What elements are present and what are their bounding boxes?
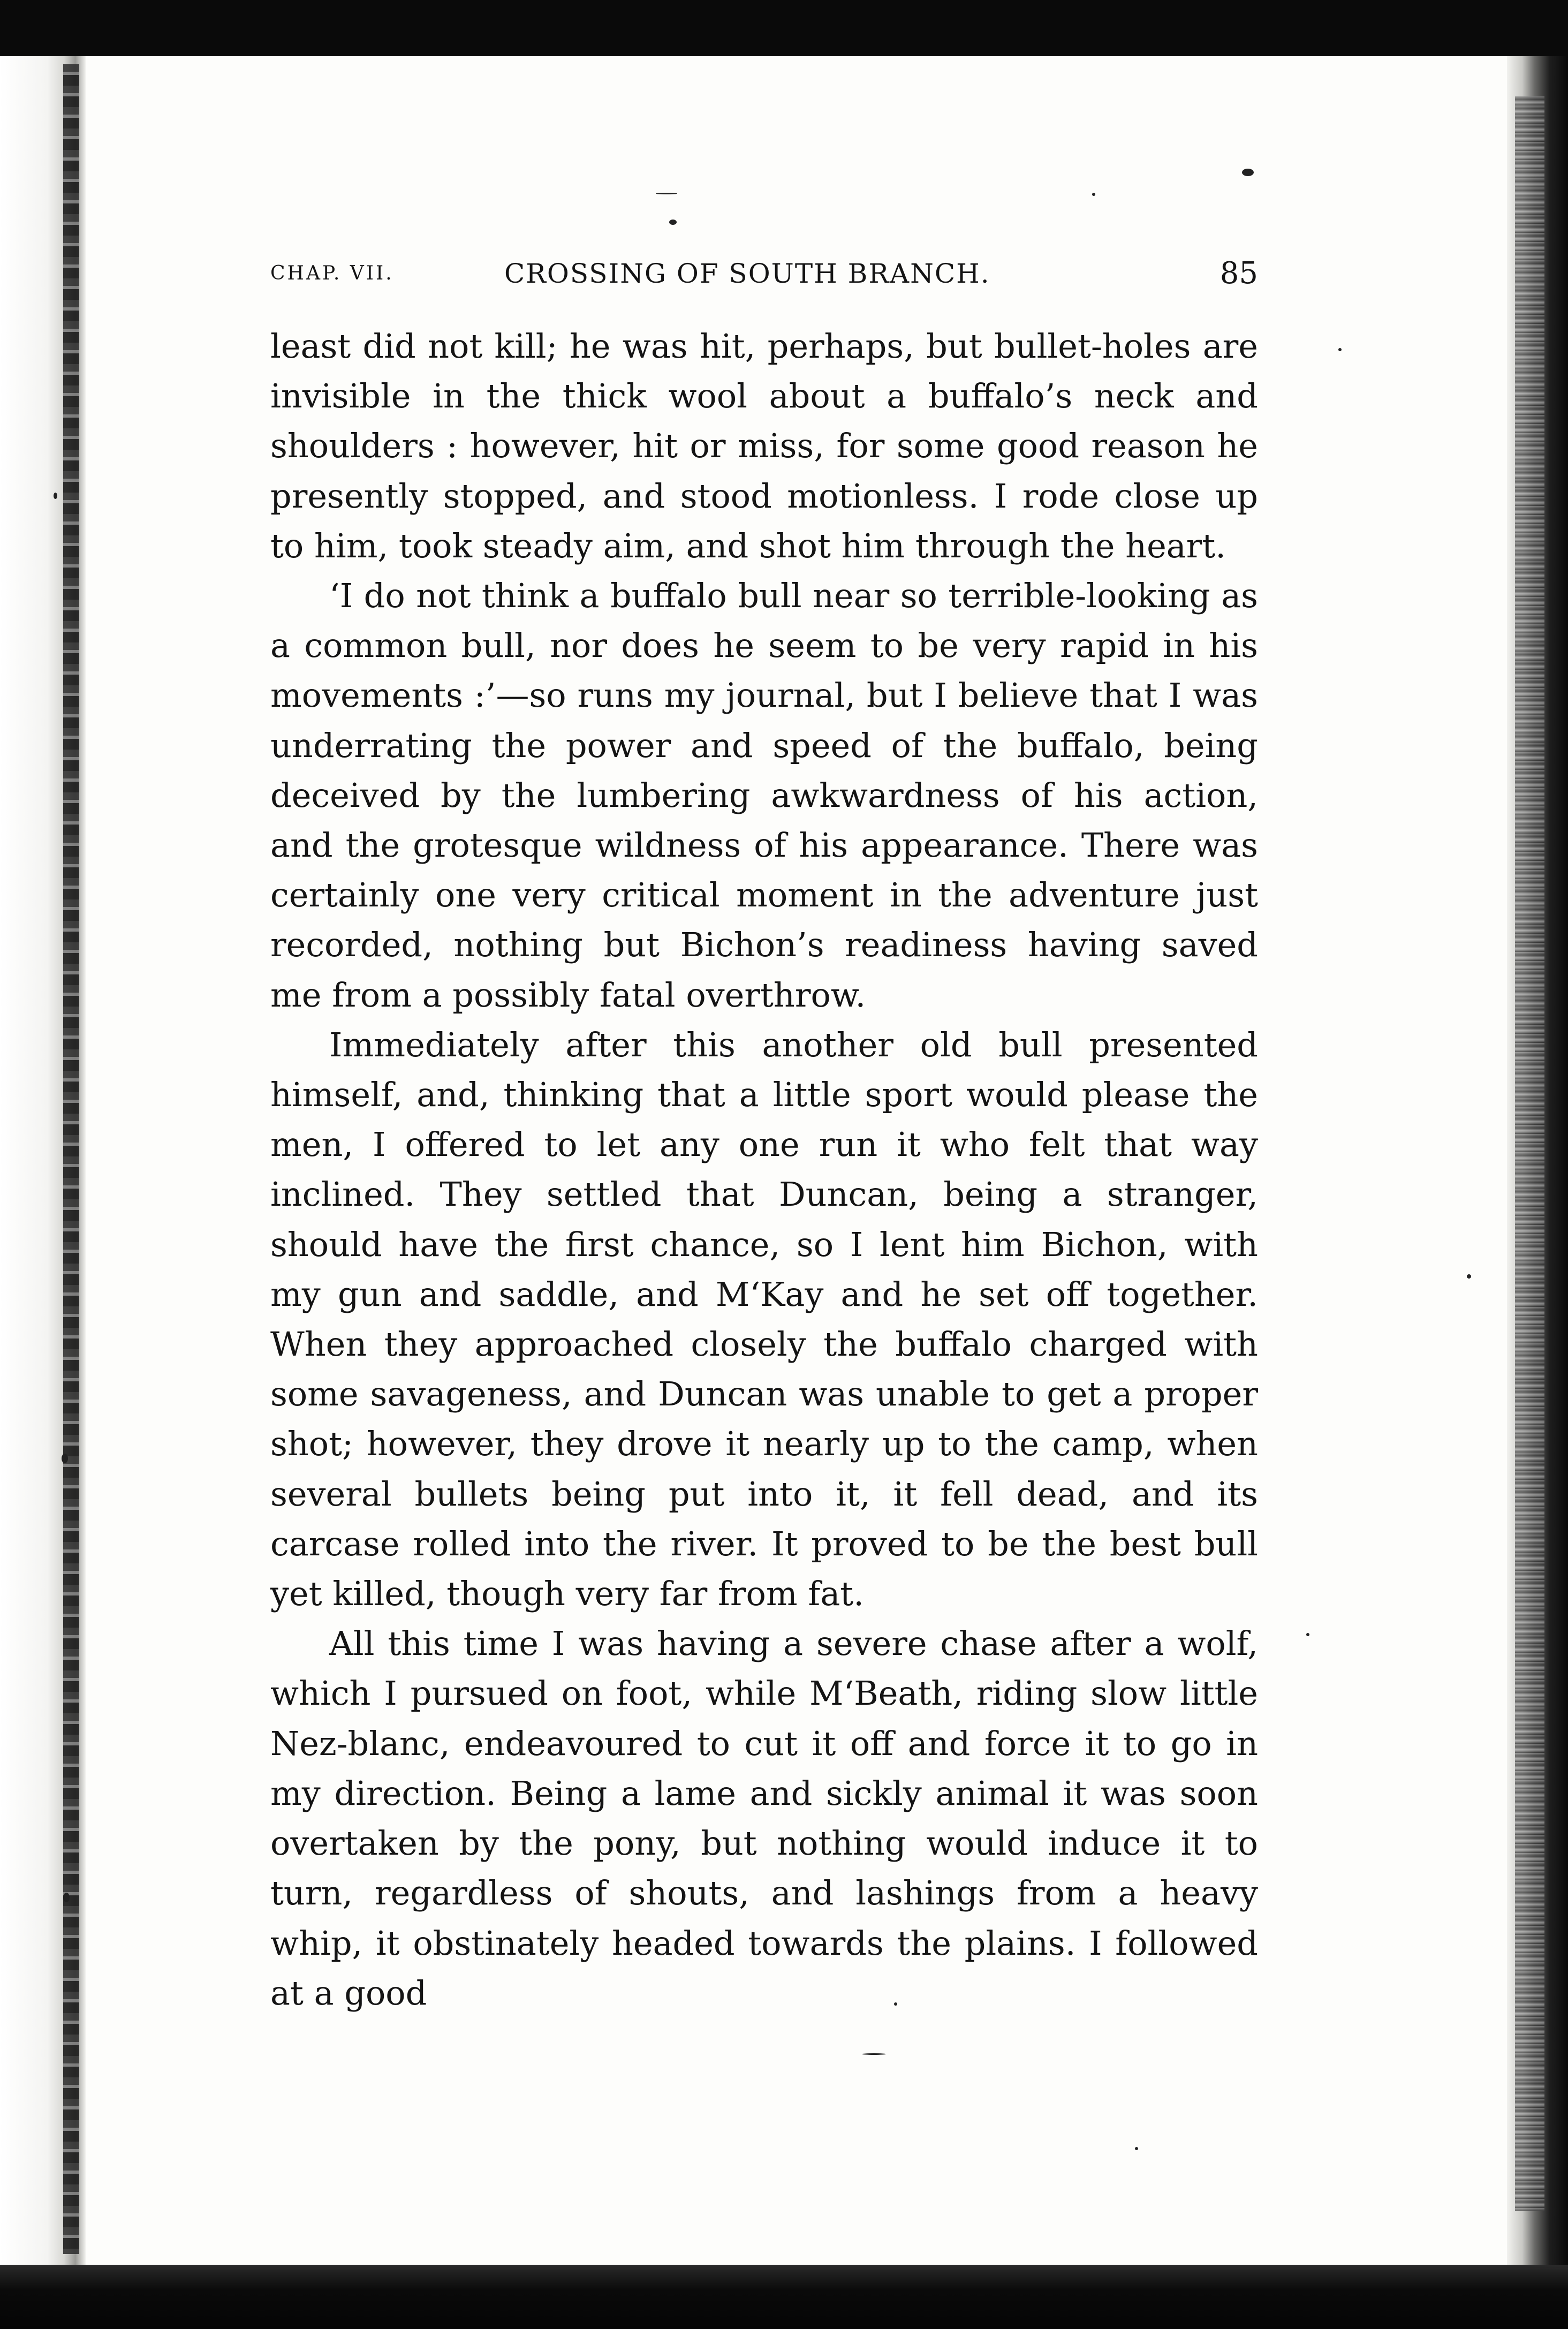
chapter-label: CHAP. VII. [270,262,394,284]
paragraph-1: least did not kill; he was hit, perhaps, but bullet-holes are invisible in the thick wool about a buffalo’s neck and shoulders : however, hit or miss, for some good reason he presently stopped, and stood motionless. I rode close up to him, took steady aim, and shot him through the heart. [270,327,1258,565]
page-number: 85 [1219,256,1258,291]
running-title: CROSSING OF SOUTH BRANCH. [504,258,990,289]
page-edge-texture [1515,96,1544,2211]
running-head [270,252,1258,300]
book-page [270,252,1258,2018]
scan-border-bottom [0,2265,1568,2329]
paragraph-2: ‘I do not think a buffalo bull near so terrible-looking as a common bull, nor does he seem to be very rapid in his movements :’—so runs my journal, but I believe that I was underrating the power and speed of the buffalo, being deceived by the lumbering awkwardness of his action, and the grotesque wildness of his appearance. There was certainly one very critical moment in the adventure just recorded, nothing but Bichon’s readiness having saved me from a possibly fatal overthrow. [270,576,1258,1015]
scan-border-top [0,0,1568,56]
paragraph-4: All this time I was having a severe chase after a wolf, which I pursued on foot, while M‘Beath, riding slow little Nez-blanc, endeavoured to cut it off and force it to go in my direction. Being a lame and sickly animal it was soon overtaken by the pony, but nothing would induce it to turn, regardless of shouts, and lashings from a heavy whip, it obstinately headed towards the plains. I followed at a good [270,1624,1258,2013]
paragraph-3: Immediately after this another old bull presented himself, and, thinking that a little sport would please the men, I offered to let any one run it who felt that way inclined. They settled that Duncan, being a stranger, should have the first chance, so I lent him Bichon, with my gun and saddle, and M‘Kay and he set off together. When they approached closely the buffalo charged with some savageness, and Duncan was unable to get a proper shot; however, they drove it nearly up to the camp, when several bullets being put into it, it fell dead, and its carcase rolled into the river. It proved to be the best bull yet killed, though very far from fat. [270,1025,1258,1614]
book-spine-edge [63,64,79,2254]
body-text [270,321,1258,2018]
